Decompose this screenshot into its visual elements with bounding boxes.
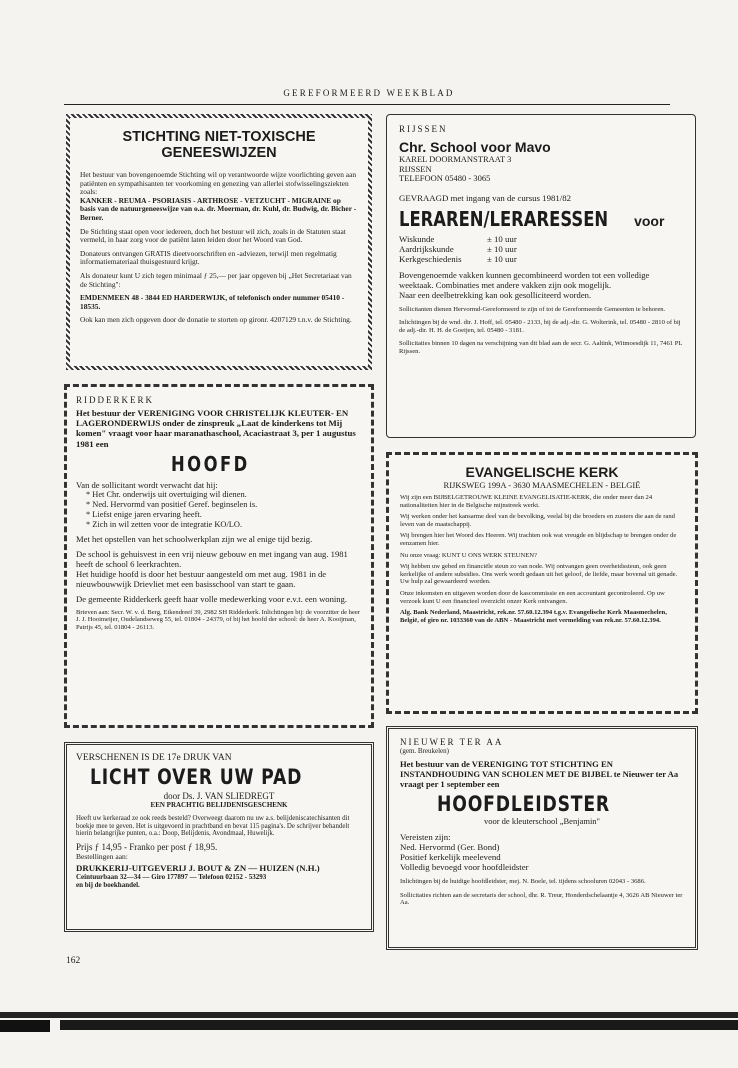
ad-place: NIEUWER TER AA — [400, 737, 504, 747]
ad-phone: TELEFOON 05480 - 3065 — [399, 173, 491, 183]
subject-row: Kerkgeschiedenis ± 10 uur — [399, 253, 517, 264]
ad-evangelische-kerk — [386, 452, 698, 714]
ad-paragraph: Nu onze vraag: KUNT U ONS WERK STEUNEN? — [400, 551, 537, 559]
ad-intro: Het bestuur van de VERENIGING TOT STICHTING EN INSTANDHOUDING VAN SCHOLEN MET DE BIJBEL te Nieuwer ter Aa vraagt per 1 september een — [400, 759, 679, 789]
ad-paragraph: Als donateur kunt U zich tegen minimaal ƒ 25,— per jaar opgeven bij „Het Secretariaat van de Stichting": — [80, 270, 352, 289]
list-item: * Ned. Hervormd van positief Geref. beginselen is. — [86, 500, 362, 510]
ad-shop: en bij de boekhandel. — [76, 880, 140, 889]
ad-place: RIDDERKERK — [76, 395, 154, 405]
page-number: 162 — [66, 956, 81, 966]
ad-paragraph: Ook kan men zich opgeven door de donatie te storten op gironr. 4207129 t.n.v. de Stichting. — [80, 315, 352, 325]
ad-paragraph: Donateurs ontvangen GRATIS dieetvoorschriften en -adviezen, terwijl men regelmatig informatiemateriaal thuisgestuurd krijgt. — [80, 248, 337, 267]
list-item: * Liefst enige jaren ervaring heeft. — [86, 510, 362, 520]
ad-licht-over-uw-pad — [64, 742, 374, 932]
ad-address: RIJSSEN — [399, 163, 432, 174]
list-item: * Zich in wil zetten voor de integratie KO/LO. — [86, 520, 362, 530]
ad-paragraph: Wij hebben uw gebed en financiële steun zo van node. Wij ontvangen geen overheidssteun, ook geen kerkelijke of andere subsidies. Ons werk wordt gedaan uit het geloof, de liefde, maar bovenal uit genade. — [400, 563, 678, 578]
ad-contact: Sollicitaties richten aan de secretaris der school, dhr. R. Treur, Honderdschelaantje 4, 3626 AB Nieuwer ter Aa. — [400, 891, 683, 907]
ad-contact: Inlichtingen bij de wnd. dir. J. Hoff, tel. 05480 - 2133, bij de adj.-dir. G. Wolterink, tel. 05480 - 2810 of bij de adj.-dir. H. H. de Goeijen, tel. 05480 - 3181. — [399, 319, 681, 334]
scan-hole — [0, 1020, 50, 1032]
ad-paragraph: Onze inkomsten en uitgaven worden door de kascommissie en een accountant gecontroleerd. Op uw verzoek kunt U een financieel overzicht onzer Kerk ontvangen. — [400, 589, 665, 605]
ad-contact: Brieven aan: Secr. W. v. d. Berg, Eikendreef 39, 2982 SH Ridderkerk. Inlichtingen bij: de voorzitter de heer J. J. Hooimeijer, Oudelandseweg 55, tel. 01804 - 24379, of bij het hoofd der school: de heer A. Kooijman, Patrijs 45, tel. 01804 - 26113. — [76, 608, 361, 631]
ad-ridderkerk — [64, 384, 374, 728]
ad-school: Chr. School voor Mavo — [399, 139, 551, 155]
ad-paragraph: De school is gehuisvest in een vrij nieuw gebouw en met ingang van aug. 1981 heeft de school 6 leerkrachten. — [76, 548, 348, 569]
ad-rijssen — [386, 114, 696, 438]
scan-edge-bar — [60, 1020, 738, 1030]
ad-position: HOOFD — [170, 451, 250, 476]
subject-row: Wiskunde ± 10 uur — [399, 233, 517, 244]
page-header: GEREFORMEERD WEEKBLAD — [283, 88, 455, 98]
list-item: Positief kerkelijk meelevend — [400, 852, 501, 862]
ad-order: Bestellingen aan: — [76, 851, 128, 861]
scan-edge — [0, 1012, 738, 1018]
ad-requirements-list — [86, 490, 362, 530]
ad-paragraph: De gemeente Ridderkerk geeft haar volle medewerking voor e.v.t. een woning. — [76, 593, 347, 604]
ad-paragraph-diseases: KANKER - REUMA - PSORIASIS - ARTHROSE - VETZUCHT - MIGRAINE op basis van de natuurgeneeswijze van o.a. dr. Moerman, dr. Kuhl, dr. Budwig, dr. Bicher - Berner. — [80, 195, 357, 222]
ad-requirements-intro: Van de sollicitant wordt verwacht dat hij: — [76, 479, 218, 490]
ad-address: EMDENMEEN 48 - 3844 ED HARDERWIJK, of telefonisch onder nummer 05410 - 18535. — [80, 293, 345, 311]
ad-position: LERAREN/LERARESSEN — [399, 206, 609, 231]
ad-position: HOOFDLEIDSTER — [436, 792, 610, 816]
ad-title: EVANGELISCHE KERK — [465, 464, 619, 480]
ad-bank-details: Alg. Bank Nederland, Maastricht, rek.nr. 57.60.12.394 t.g.v. Evangelische Kerk Maasmechelen, België, of giro nr. 1033360 van de ABN - Maastricht met vermelding van rek.nr. 57.60.12.394. — [400, 609, 667, 624]
ad-paragraph: De Stichting staat open voor iedereen, doch het bestuur wil zich, zoals in de Statuten staat vermeld, in haar zorg voor de patiënt laten leiden door het Woord van God. — [80, 226, 346, 245]
ad-price: Prijs ƒ 14,95 - Franko per post ƒ 18,95. — [76, 841, 218, 852]
ad-paragraph: Met het opstellen van het schoolwerkplan zijn we al enige tijd bezig. — [76, 533, 313, 544]
ad-address: RIJKSWEG 199A - 3630 MAASMECHELEN - BELGIË — [443, 480, 641, 490]
subject-row: Aardrijkskunde ± 10 uur — [399, 243, 517, 254]
list-item: * Het Chr. onderwijs uit overtuiging wil dienen. — [86, 490, 362, 500]
ad-author: door Ds. J. VAN SLIEDREGT — [163, 791, 275, 801]
ad-publisher-address: Ceintuurbaan 32—34 — Giro 177897 — Telefoon 02152 - 53293 — [76, 872, 267, 881]
ad-nieuwer-ter-aa — [386, 726, 698, 950]
ad-position-voor: voor — [634, 212, 665, 229]
ad-paragraph: Bovengenoemde vakken kunnen gecombineerd worden tot een volledige weektaak. Combinaties met andere vakken zijn ook mogelijk. — [399, 269, 650, 290]
ad-intro: VERSCHENEN IS DE 17e DRUK VAN — [76, 753, 232, 763]
ad-paragraph: Het huidige hoofd is door het bestuur aangesteld om met aug. 1981 in de nieuwbouwwijk Drievliet met een basisschool van start te gaan. — [76, 568, 327, 589]
ad-stichting-niet-toxische — [66, 114, 372, 370]
ad-paragraph: Wij brengen hier het Woord des Heeren. Wij trachten ook wat vreugde en blijdschap te brengen onder de eenzamen hier. — [400, 532, 677, 547]
ad-paragraph: Wij werken onder het kansarme deel van de bevolking, veelal bij die broeders en zusters die aan de rand leven van de maatschappij. — [400, 513, 675, 528]
ad-paragraph: Heeft uw kerkeraad ze ook reeds besteld? Overweegt daarom nu uw a.s. belijdeniscatechisanten dit boekje mee te geven. Het is uitgevoerd in prachtband en bevat 115 pagina's. De schrijver behandelt hierin belangrijke punten, o.a.: Doop, Belijdenis, Avondmaal, Huwelijk. — [76, 815, 350, 838]
ad-gift: EEN PRACHTIG BELIJDENISGESCHENK — [150, 801, 288, 809]
ad-title: STICHTING NIET-TOXISCHE GENEESWIJZEN — [122, 129, 316, 161]
ad-place-sub: (gem. Breukelen) — [400, 747, 449, 755]
ad-contact: Inlichtingen bij de huidige hoofdleidster, mej. N. Boele, tel. tijdens schooluren 02043 - 3686. — [400, 878, 646, 885]
ad-contact: Sollicitaties binnen 10 dagen na verschijning van dit blad aan de secr. G. Aaltink, Witmoesdijk 11, 7461 PL Rijssen. — [399, 340, 683, 355]
ad-paragraph: Naar een deelbetrekking kan ook gesolliciteerd worden. — [399, 289, 592, 300]
ad-paragraph: Wij zijn een BIJBELGETROUWE KLEINE EVANGELISATIE-KERK, die onder meer dan 24 nationaliteiten hier in de Belgische mijnstreek werkt. — [400, 494, 653, 509]
header-rule — [64, 104, 670, 105]
ad-requirements-intro: Vereisten zijn: — [400, 832, 451, 842]
ad-paragraph: Sollicitanten dienen Hervormd-Gereformeerd te zijn of tot de Gereformeerde Gemeenten te behoren. — [399, 305, 666, 313]
ad-publisher: DRUKKERIJ-UITGEVERIJ J. BOUT & ZN — HUIZEN (N.H.) — [76, 862, 320, 873]
ad-place: RIJSSEN — [399, 124, 448, 134]
ad-wanted: GEVRAAGD met ingang van de cursus 1981/82 — [399, 192, 572, 203]
list-item: Ned. Hervormd (Ger. Bond) — [400, 842, 500, 852]
ad-intro: Het bestuur der VERENIGING VOOR CHRISTELIJK KLEUTER- EN LAGERONDERWIJS onder de zinspreuk „Laat de kinderkens tot Mij komen" vraagt voor haar maranathaschool, Acaciastraat 3, per 1 augustus 1981 een — [76, 408, 356, 449]
ad-book-title: LICHT OVER UW PAD — [89, 765, 302, 789]
ad-address: KAREL DOORMANSTRAAT 3 — [399, 154, 512, 164]
list-item: Volledig bevoegd voor hoofdleidster — [400, 862, 529, 872]
ad-school: voor de kleuterschool „Benjamin" — [483, 816, 601, 826]
ad-paragraph: Uw hulp zal gewaardeerd worden. — [400, 578, 491, 586]
ad-subjects — [399, 234, 683, 264]
ad-paragraph: Het bestuur van bovengenoemde Stichting wil op verantwoorde wijze voorlichting geven aan patiënten en sympathisanten ter voorkoming en genezing van allerlei stofwisselingsziekten zoals: — [80, 170, 357, 197]
